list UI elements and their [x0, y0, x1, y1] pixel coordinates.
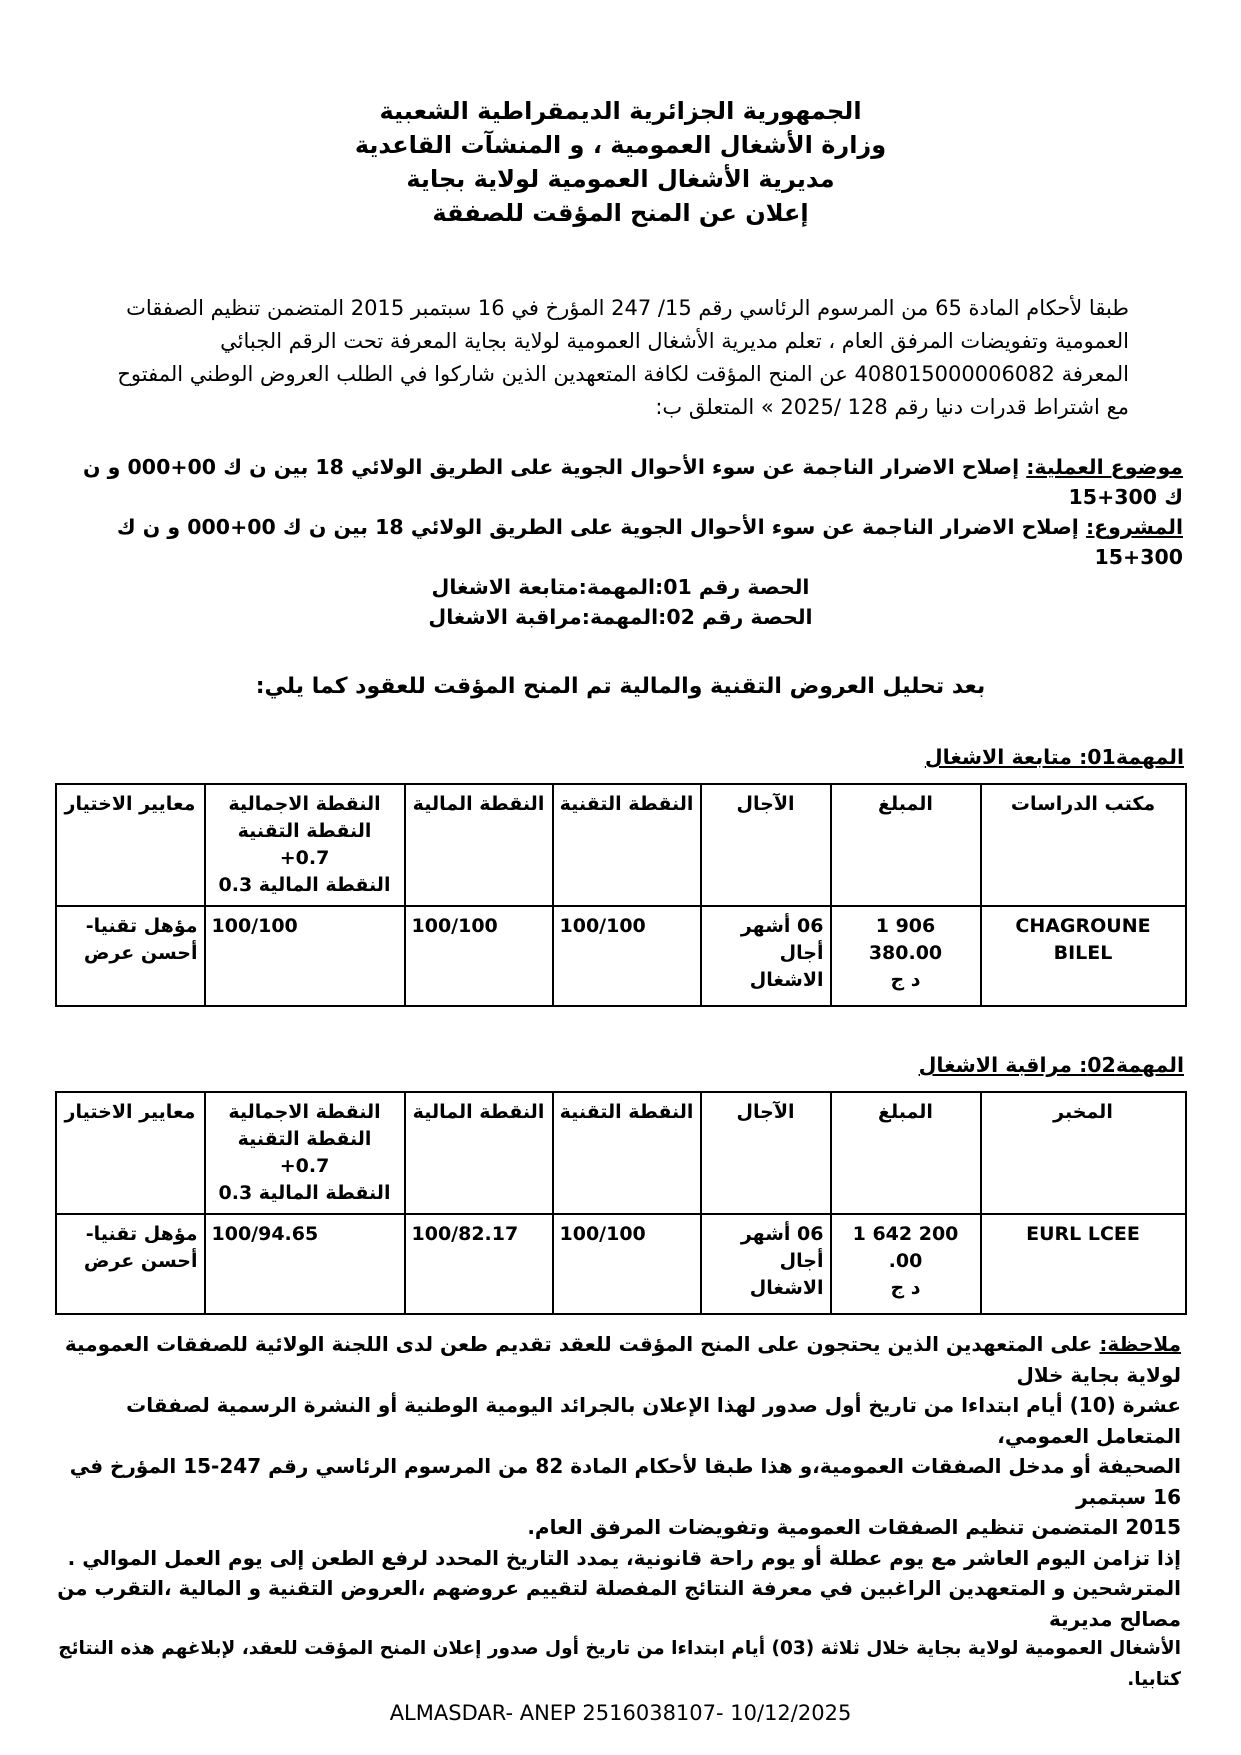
subject-section	[0, 452, 1241, 632]
cell-delay: 06 أشهر أجال الاشغال	[701, 906, 831, 1006]
cell-amount	[831, 1214, 981, 1314]
criteria-line1: مؤهل تقنيا-	[85, 1223, 198, 1245]
project-line	[58, 512, 1183, 572]
task1-heading: المهمة01: متابعة الاشغال	[924, 745, 1184, 769]
amount-currency: د ج	[890, 1277, 921, 1299]
table-header-row	[56, 784, 1186, 906]
project-label: المشروع:	[1085, 515, 1183, 539]
col-total-line2: النقطة التقنية 0.7+	[237, 820, 372, 869]
col-total-line1: النقطة الاجمالية	[228, 793, 381, 815]
operation-line	[58, 452, 1183, 512]
criteria-line2: أحسن عرض	[83, 942, 198, 964]
cell-criteria	[56, 906, 205, 1006]
header-ministry: وزارة الأشغال العمومية ، و المنشآت القاعدية	[354, 131, 887, 159]
note-line1-text: على المتعهدين الذين يحتجون على المنح المؤقت للعقد تقديم طعن لدى اللجنة الولائية للصفقات العمومية لولاية بجاية خلال	[64, 1332, 1181, 1387]
cell-financial-score: 100/100	[405, 906, 553, 1006]
intro-line: العمومية وتفويضات المرفق العام ، تعلم مديرية الأشغال العمومية لولاية بجاية المعرفة تحت الرقم الجبائي	[220, 329, 1129, 353]
cell-total-score: 100/100	[205, 906, 405, 1006]
amount-value: 1 642 200 .00	[852, 1223, 959, 1272]
note-line: الأشغال العمومية لولاية بجاية خلال ثلاثة (03) أيام ابتداءا من تاريخ أول صدور إعلان المنح المؤقت للعقد، لإبلاغهم هذه النتائج كتابيا.	[58, 1638, 1181, 1690]
entity-name-line1: EURL LCEE	[1026, 1223, 1140, 1245]
lot1-line: الحصة رقم 01:المهمة:متابعة الاشغال	[431, 575, 810, 599]
intro-paragraph	[0, 292, 1241, 424]
project-text: إصلاح الاضرار الناجمة عن سوء الأحوال الجوية على الطريق الولائي 18 بين ن ك 00+000 و ن ك 300+15	[116, 515, 1183, 569]
criteria-line2: أحسن عرض	[83, 1250, 198, 1272]
cell-technical-score: 100/100	[553, 906, 701, 1006]
col-financial-score: النقطة المالية	[405, 1092, 553, 1214]
entity-name-line2: BILEL	[1053, 942, 1113, 964]
amount-value: 1 906 380.00	[868, 915, 943, 964]
cell-delay: 06 أشهر أجال الاشغال	[701, 1214, 831, 1314]
note-line: 2015 المتضمن تنظيم الصفقات العمومية وتفويضات المرفق العام.	[527, 1515, 1181, 1539]
col-total-line3: النقطة المالية 0.3	[218, 874, 391, 896]
lot2-line: الحصة رقم 02:المهمة:مراقبة الاشغال	[428, 605, 813, 629]
intro-line: طبقا لأحكام المادة 65 من المرسوم الرئاسي رقم 15/ 247 المؤرخ في 16 سبتمبر 2015 المتضمن تنظيم الصفقات	[126, 296, 1129, 320]
cell-entity	[981, 906, 1186, 1006]
table-row	[56, 906, 1186, 1006]
cell-amount	[831, 906, 981, 1006]
note-line	[48, 1329, 1181, 1390]
cell-criteria	[56, 1214, 205, 1314]
header-republic: الجمهورية الجزائرية الديمقراطية الشعبية	[379, 97, 862, 125]
col-total-line2: النقطة التقنية 0.7+	[237, 1128, 372, 1177]
task2-heading: المهمة02: مراقبة الاشغال	[918, 1053, 1184, 1077]
col-total-line3: النقطة المالية 0.3	[218, 1182, 391, 1204]
note-label: ملاحظة:	[1099, 1332, 1181, 1356]
col-technical-score: النقطة التقنية	[553, 784, 701, 906]
col-amount: المبلغ	[831, 784, 981, 906]
col-technical-score: النقطة التقنية	[553, 1092, 701, 1214]
col-total-score	[205, 784, 405, 906]
col-entity: مكتب الدراسات	[981, 784, 1186, 906]
note-line: إذا تزامن اليوم العاشر مع يوم عطلة أو يوم راحة قانونية، يمدد التاريخ المحدد لرفع الطعن إلى يوم العمل الموالي .	[67, 1545, 1181, 1570]
note-line: المترشحين و المتعهدين الراغبين في معرفة النتائج المفصلة لتقييم عروضهم ،العروض التقنية و المالية ،التقرب من مصالح مديرية	[57, 1576, 1181, 1631]
table-header-row	[56, 1092, 1186, 1214]
cell-entity	[981, 1214, 1186, 1314]
criteria-line1: مؤهل تقنيا-	[85, 915, 198, 937]
operation-text: إصلاح الاضرار الناجمة عن سوء الأحوال الجوية على الطريق الولائي 18 بين ن ك 00+000 و ن ك 300+15	[83, 455, 1183, 509]
document-header	[0, 0, 1241, 230]
note-section	[0, 1329, 1241, 1695]
operation-label: موضوع العملية:	[1026, 455, 1183, 479]
note-line: الصحيفة أو مدخل الصفقات العمومية،و هذا طبقا لأحكام المادة 82 من المرسوم الرئاسي رقم 247-15 المؤرخ في 16 سبتمبر	[69, 1454, 1181, 1509]
col-total-score	[205, 1092, 405, 1214]
col-criteria: معايير الاختيار	[56, 1092, 205, 1214]
col-criteria: معايير الاختيار	[56, 784, 205, 906]
cell-financial-score: 100/82.17	[405, 1214, 553, 1314]
table-row	[56, 1214, 1186, 1314]
col-amount: المبلغ	[831, 1092, 981, 1214]
amount-currency: د ج	[890, 969, 921, 991]
note-line: عشرة (10) أيام ابتداءا من تاريخ أول صدور لهذا الإعلان بالجرائد اليومية الوطنية أو النشرة الرسمية لصفقات المتعامل العمومي،	[126, 1393, 1181, 1448]
award-table-task2	[55, 1091, 1187, 1315]
cell-technical-score: 100/100	[553, 1214, 701, 1314]
intro-line: المعرفة 408015000006082 عن المنح المؤقت لكافة المتعهدين الذين شاركوا في الطلب العروض الوطني المفتوح	[117, 362, 1129, 386]
page-title: إعلان عن المنح المؤقت للصفقة	[432, 199, 809, 227]
award-table-task1	[55, 783, 1187, 1007]
intro-line: مع اشتراط قدرات دنيا رقم 128 /2025 » المتعلق ب:	[655, 395, 1129, 419]
publication-footer: ALMASDAR- ANEP 2516038107- 10/12/2025	[389, 1701, 852, 1725]
col-total-line1: النقطة الاجمالية	[228, 1101, 381, 1123]
cell-total-score: 100/94.65	[205, 1214, 405, 1314]
col-delay: الآجال	[701, 784, 831, 906]
col-financial-score: النقطة المالية	[405, 784, 553, 906]
entity-name-line1: CHAGROUNE	[1015, 915, 1151, 937]
header-directorate: مديرية الأشغال العمومية لولاية بجاية	[406, 165, 835, 193]
award-intro-line: بعد تحليل العروض التقنية والمالية تم المنح المؤقت للعقود كما يلي:	[255, 674, 986, 699]
col-delay: الآجال	[701, 1092, 831, 1214]
col-entity: المخبر	[981, 1092, 1186, 1214]
